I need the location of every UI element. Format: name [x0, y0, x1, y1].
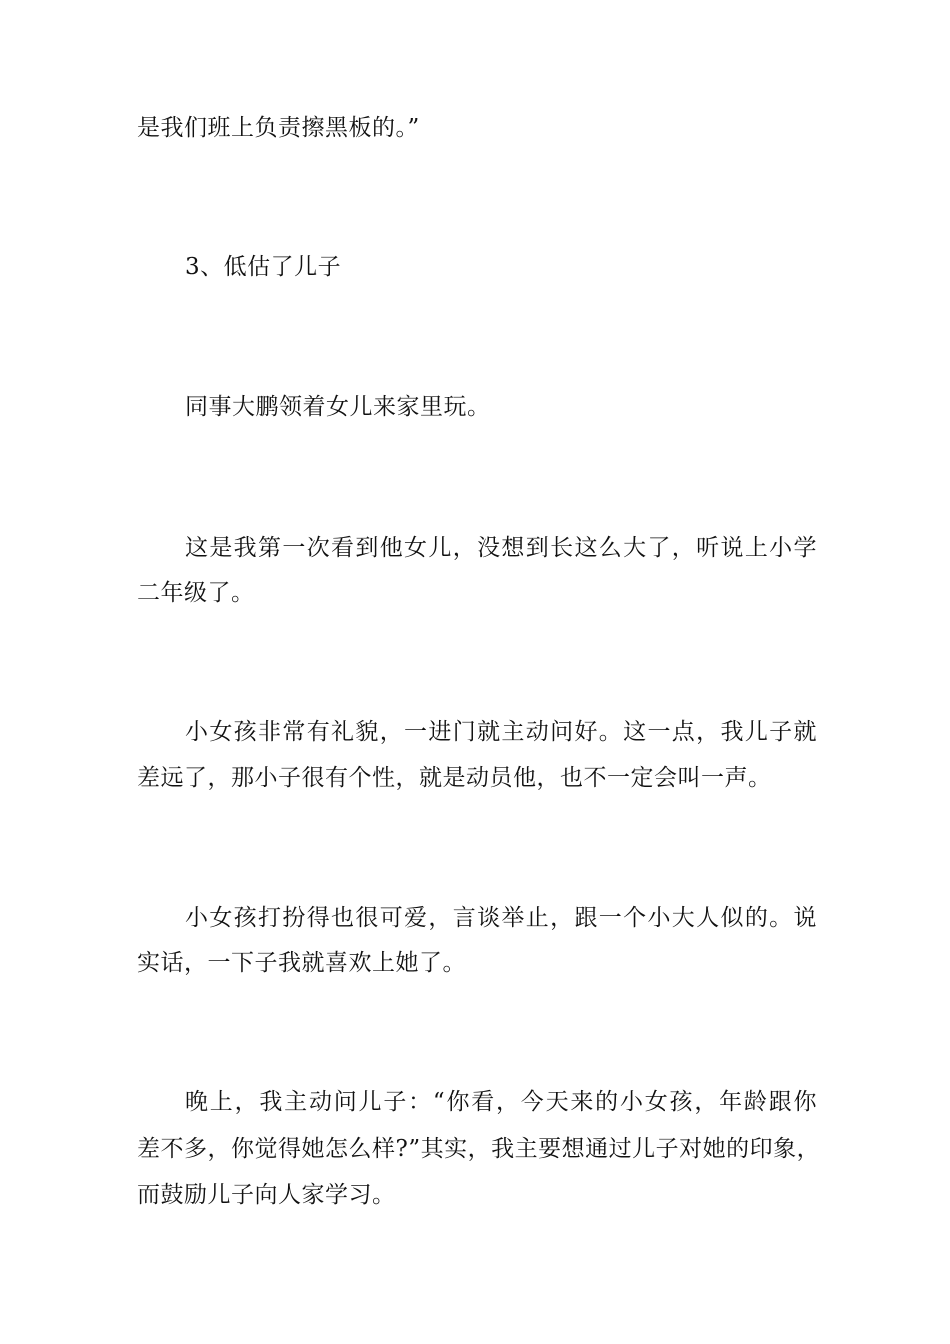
- text-line: 同事大鹏领着女儿来家里玩。: [185, 394, 491, 420]
- text-line: 这是我第一次看到他女儿，没想到长这么大了，听说上小学: [185, 535, 817, 561]
- text-line: 小女孩非常有礼貌，一进门就主动问好。这一点，我儿子就: [185, 719, 817, 745]
- text-line: 而鼓励儿子向人家学习。: [137, 1182, 396, 1208]
- text-line: 差远了，那小子很有个性，就是动员他，也不一定会叫一声。: [137, 765, 772, 791]
- section-heading: 3、低估了儿子: [185, 254, 342, 280]
- text-line: 小女孩打扮得也很可爱，言谈举止，跟一个小大人似的。说: [185, 905, 817, 931]
- text-line: 二年级了。: [137, 580, 255, 606]
- text-line: 晚上，我主动问儿子：“你看，今天来的小女孩，年龄跟你: [185, 1089, 817, 1115]
- text-line: 差不多，你觉得她怎么样?”其实，我主要想通过儿子对她的印象，: [137, 1136, 821, 1162]
- text-line: 是我们班上负责擦黑板的。”: [137, 115, 420, 141]
- text-line: 实话，一下子我就喜欢上她了。: [137, 950, 466, 976]
